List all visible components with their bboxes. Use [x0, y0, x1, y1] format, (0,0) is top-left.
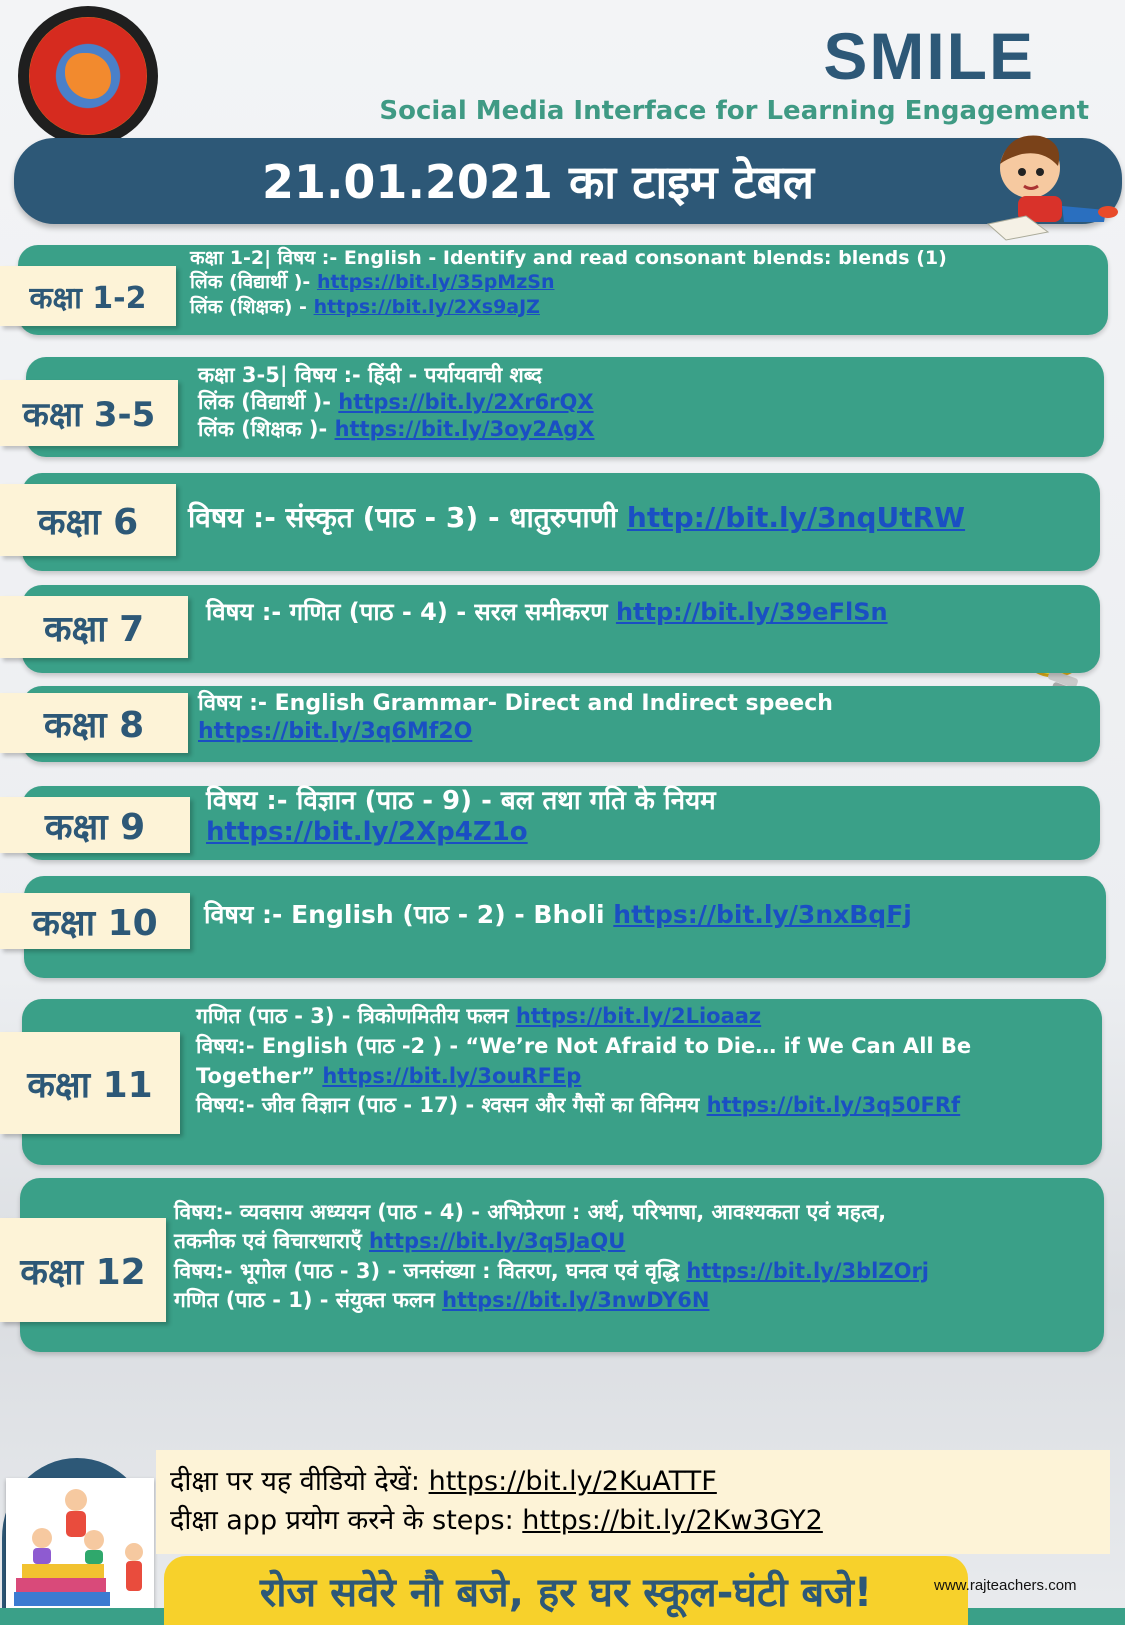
class-8-content	[198, 690, 833, 746]
class-9-link[interactable]: https://bit.ly/2Xp4Z1o	[206, 817, 528, 848]
department-logo	[18, 6, 158, 146]
class-9-subject: विषय :- विज्ञान (पाठ - 9) - बल तथा गति के नियम	[206, 786, 716, 816]
teacher-link-label: लिंक (शिक्षक )-	[198, 416, 335, 441]
class-12-geography-link[interactable]: https://bit.ly/3blZOrj	[686, 1258, 929, 1283]
class-11-biology-subject: विषय:- जीव विज्ञान (पाठ - 17) - श्वसन और गैसों का विनिमय	[196, 1093, 707, 1118]
teacher-link-label: लिंक (शिक्षक) -	[190, 295, 314, 318]
class-11-content	[196, 1002, 971, 1121]
logo-emblem	[29, 17, 147, 135]
timetable-banner	[14, 138, 1122, 224]
class-7-content	[206, 597, 888, 628]
class-11-biology-link[interactable]: https://bit.ly/3q50FRf	[706, 1093, 961, 1118]
class-6-link[interactable]: http://bit.ly/3nqUtRW	[626, 501, 966, 534]
class-10-subject: विषय :- English (पाठ - 2) - Bholi	[204, 900, 614, 929]
diksha-video-label: दीक्षा पर यह वीडियो देखें:	[170, 1466, 429, 1497]
website-credit: www.rajteachers.com	[934, 1577, 1077, 1594]
diksha-app-label: दीक्षा app प्रयोग करने के steps:	[170, 1505, 523, 1537]
class-11-maths-subject: गणित (पाठ - 3) - त्रिकोणमितीय फलन	[196, 1004, 516, 1028]
class-9-content	[206, 786, 716, 848]
class-7-label: कक्षा 7	[0, 596, 188, 658]
class-8-subject: विषय :- English Grammar- Direct and Indirect speech	[198, 691, 833, 716]
class-7-subject: विषय :- गणित (पाठ - 4) - सरल समीकरण	[206, 598, 616, 626]
class-10-link[interactable]: https://bit.ly/3nxBqFj	[613, 900, 912, 929]
class-12-business-link[interactable]: https://bit.ly/3q5JaQU	[369, 1229, 626, 1254]
class-9-label: कक्षा 9	[0, 797, 190, 853]
slogan-banner	[164, 1556, 968, 1625]
class-1-2-student-link[interactable]: https://bit.ly/35pMzSn	[316, 271, 555, 294]
class-1-2-label: कक्षा 1-2	[0, 266, 176, 326]
class-11-english-link[interactable]: https://bit.ly/3ouRFEp	[322, 1063, 582, 1088]
class-3-5-label: कक्षा 3-5	[0, 380, 178, 446]
diksha-info-box	[156, 1450, 1110, 1554]
class-11-maths-link[interactable]: https://bit.ly/2Lioaaz	[515, 1004, 762, 1028]
class-1-2-content	[190, 246, 947, 319]
class-3-5-content	[198, 362, 594, 443]
class-12-business-subject-cont: तकनीक एवं विचारधाराएँ	[174, 1229, 370, 1254]
class-12-maths-link[interactable]: https://bit.ly/3nwDY6N	[442, 1288, 710, 1313]
class-7-link[interactable]: http://bit.ly/39eFlSn	[615, 598, 888, 626]
class-12-label: कक्षा 12	[0, 1218, 166, 1322]
rajasthan-map-icon	[65, 53, 111, 99]
class-3-5-teacher-link[interactable]: https://bit.ly/3oy2AgX	[334, 416, 595, 441]
class-8-label: कक्षा 8	[0, 693, 188, 753]
class-1-2-teacher-link[interactable]: https://bit.ly/2Xs9aJZ	[313, 295, 540, 318]
app-title: SMILE	[823, 19, 1035, 93]
app-subtitle: Social Media Interface for Learning Engagement	[379, 96, 1089, 126]
class-10-label: कक्षा 10	[0, 893, 190, 949]
class-3-5-subject: कक्षा 3-5| विषय :- हिंदी - पर्यायवाची शब्द	[198, 363, 542, 387]
class-10-content	[204, 899, 912, 931]
class-12-business-subject: विषय:- व्यवसाय अध्ययन (पाठ - 4) - अभिप्रेरणा : अर्थ, परिभाषा, आवश्यकता एवं महत्व,	[174, 1200, 887, 1224]
class-6-label: कक्षा 6	[0, 484, 176, 556]
class-11-english-subject: विषय:- English (पाठ -2 ) - “We’re Not Afraid to Die… if We Can All Be	[196, 1033, 972, 1058]
class-8-link[interactable]: https://bit.ly/3q6Mf2O	[198, 719, 473, 745]
reading-kid-illustration	[978, 128, 1120, 246]
class-12-maths-subject: गणित (पाठ - 1) - संयुक्त फलन	[174, 1288, 443, 1313]
class-11-label: कक्षा 11	[0, 1032, 180, 1134]
student-link-label: लिंक (विद्यार्थी )-	[198, 389, 339, 414]
slogan-text: रोज सवेरे नौ बजे, हर घर स्कूल-घंटी बजे!	[259, 1570, 873, 1616]
student-link-label: लिंक (विद्यार्थी )-	[190, 271, 317, 294]
kids-on-books-illustration	[6, 1478, 154, 1618]
class-11-english-subject-cont: Together”	[196, 1063, 323, 1088]
banner-title: 21.01.2021 का टाइम टेबल	[261, 155, 815, 209]
diksha-video-link[interactable]: https://bit.ly/2KuATTF	[428, 1466, 717, 1497]
class-1-2-subject: कक्षा 1-2| विषय :- English - Identify and read consonant blends: blends (1)	[190, 247, 947, 269]
class-6-content	[188, 500, 965, 536]
class-12-geography-subject: विषय:- भूगोल (पाठ - 3) - जनसंख्या : वितरण, घनत्व एवं वृद्धि	[174, 1258, 687, 1283]
class-6-subject: विषय :- संस्कृत (पाठ - 3) - धातुरुपाणी	[188, 501, 627, 534]
class-12-content	[174, 1198, 929, 1316]
class-3-5-student-link[interactable]: https://bit.ly/2Xr6rQX	[338, 389, 594, 414]
diksha-app-link[interactable]: https://bit.ly/2Kw3GY2	[522, 1505, 823, 1537]
